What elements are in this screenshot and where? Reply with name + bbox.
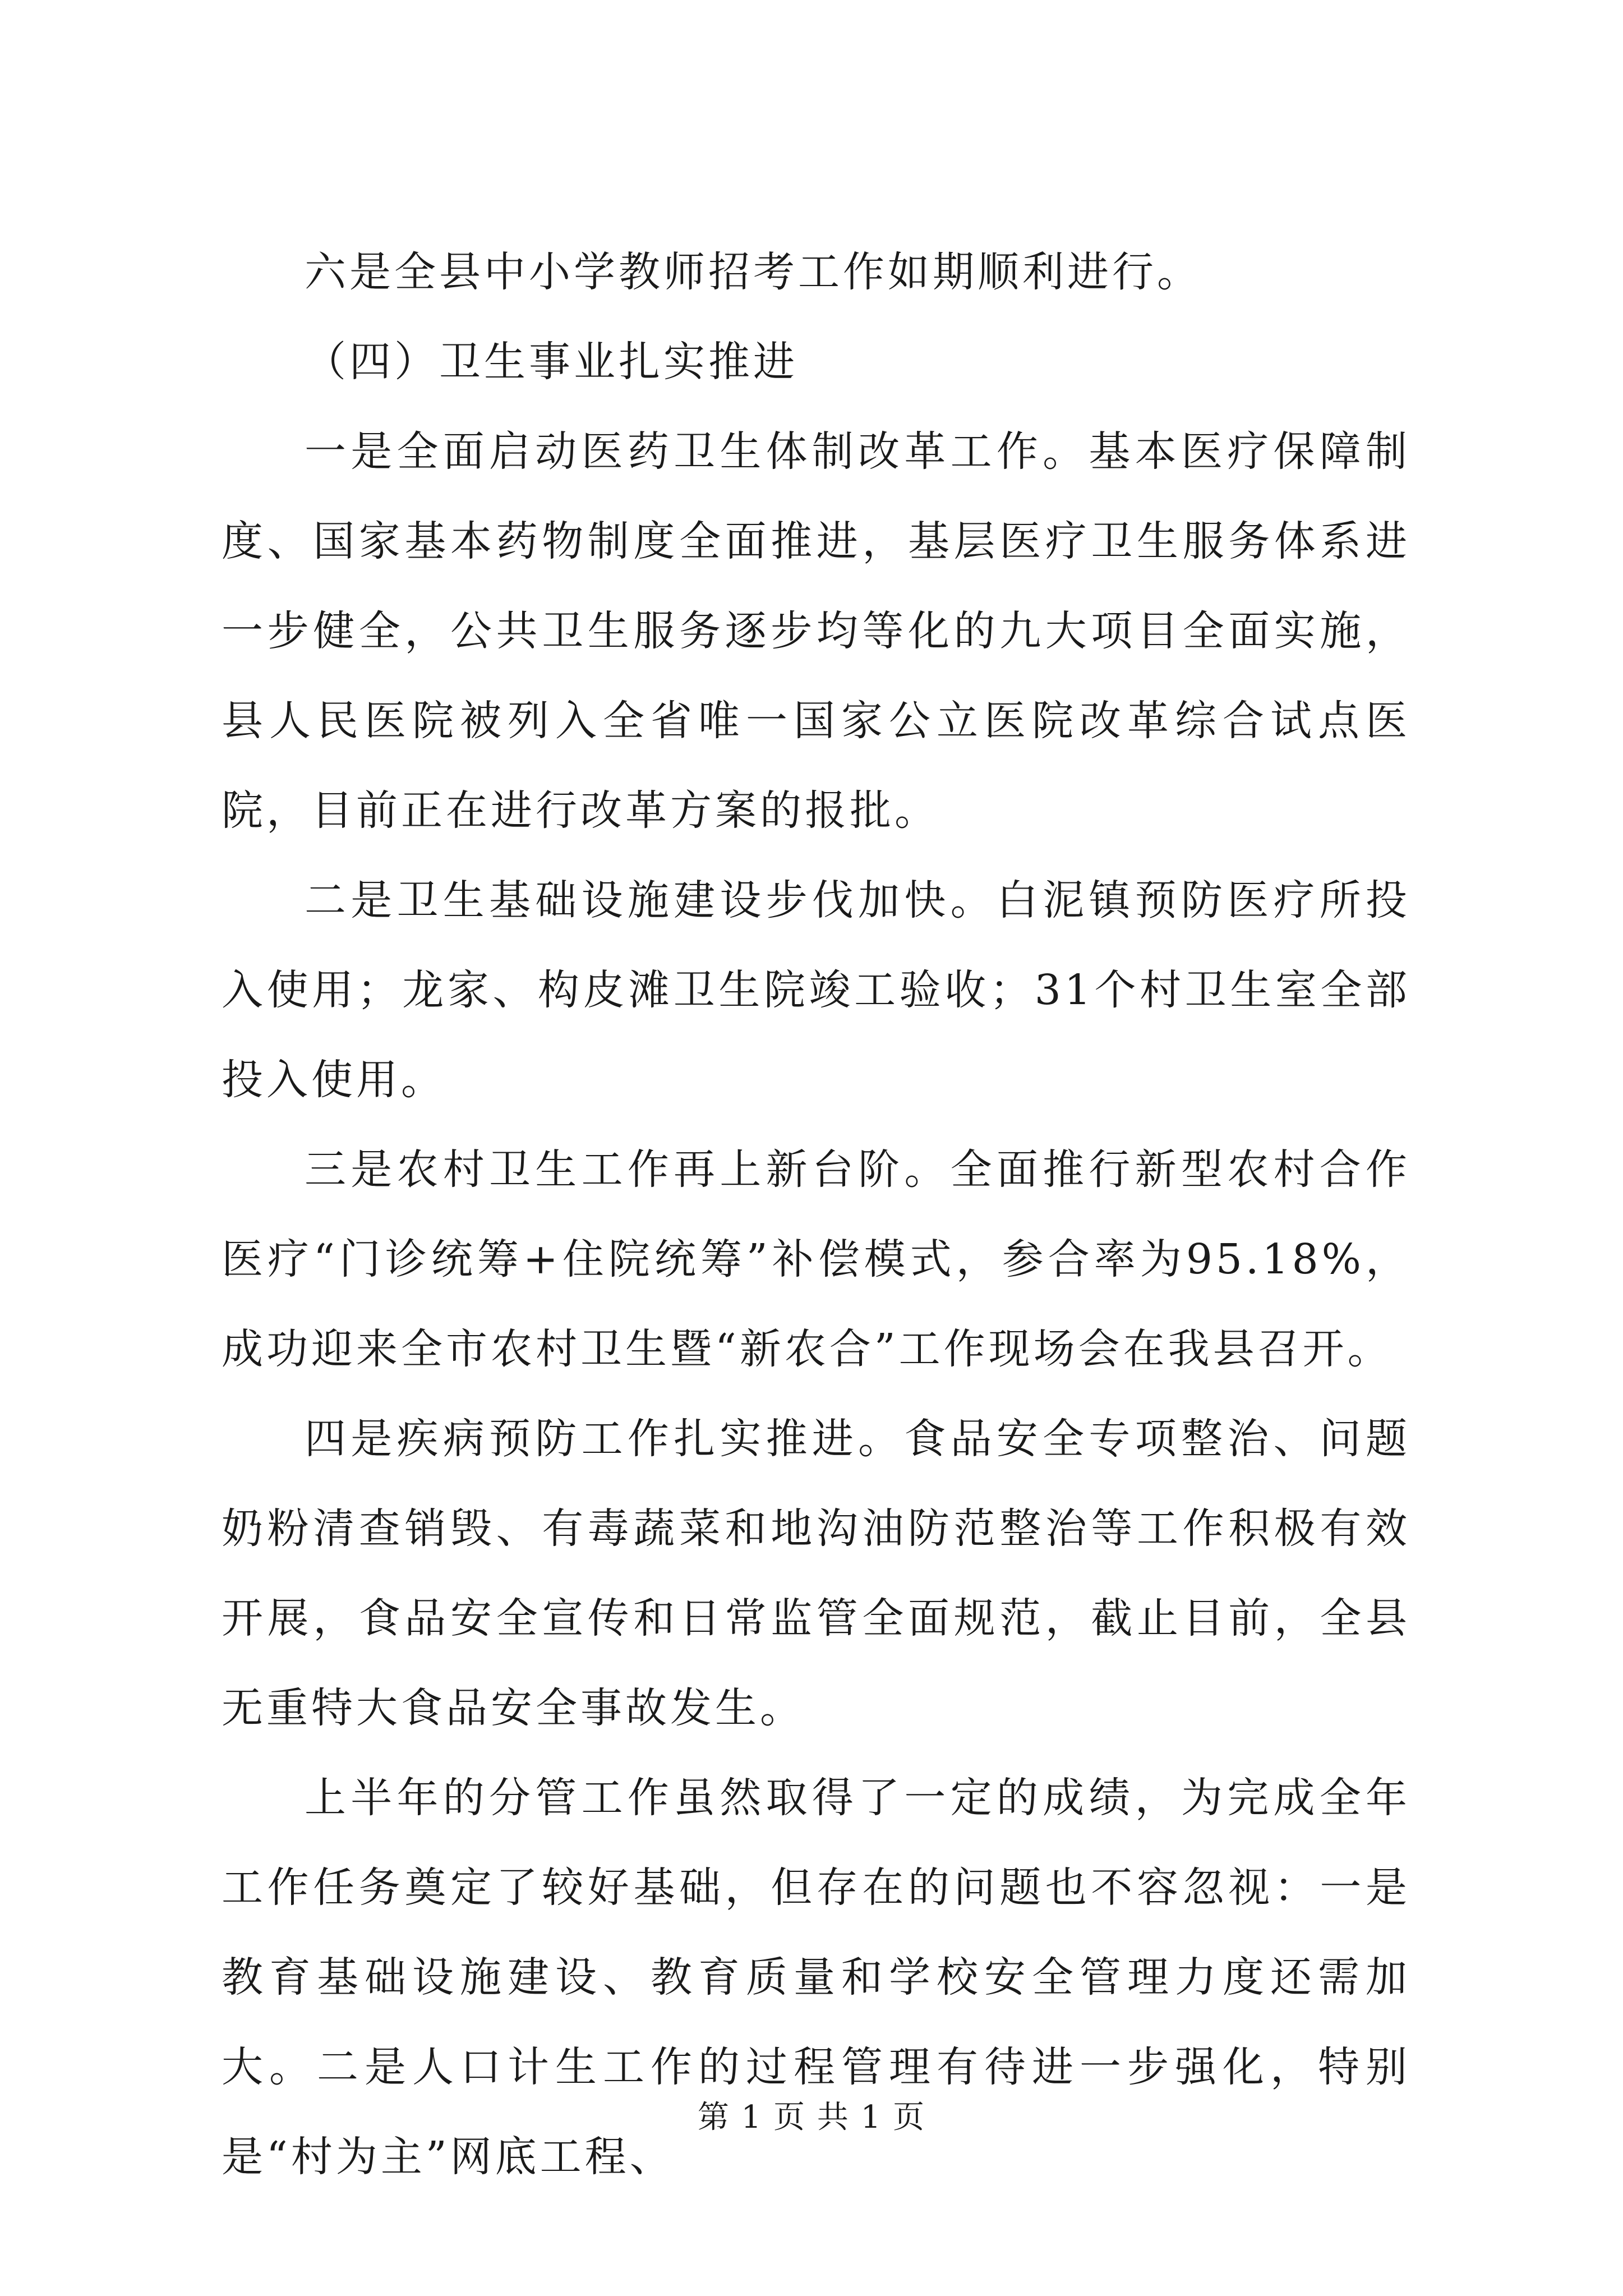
paragraph-medical-reform: 一是全面启动医药卫生体制改革工作。基本医疗保障制度、国家基本药物制度全面推进，基层医疗卫生服务体系进一步健全，公共卫生服务逐步均等化的九大项目全面实施，县人民医院被列入全省唯一国家公立医院改革综合试点医院，目前正在进行改革方案的报批。 bbox=[222, 427, 1410, 835]
section-heading-health: （四）卫生事业扎实推进 bbox=[305, 338, 798, 386]
paragraph-rural-health: 三是农村卫生工作再上新台阶。全面推行新型农村合作医疗“门诊统筹+住院统筹”补偿模式，参合率为95.18%，成功迎来全市农村卫生暨“新农合”工作现场会在我县召开。 bbox=[222, 1145, 1410, 1373]
paragraph-health-infrastructure: 二是卫生基础设施建设步伐加快。白泥镇预防医疗所投入使用；龙家、构皮滩卫生院竣工验收；31个村卫生室全部投入使用。 bbox=[222, 876, 1410, 1104]
paragraph-problems-summary: 上半年的分管工作虽然取得了一定的成绩，为完成全年工作任务奠定了较好基础，但存在的问题也不容忽视：一是教育基础设施建设、教育质量和学校安全管理力度还需加大。二是人口计生工作的过程管理有待进一步强化，特别是“村为主”网底工程、 bbox=[222, 1774, 1410, 2181]
page-footer: 第 1 页 共 1 页 bbox=[697, 2099, 926, 2136]
paragraph-disease-prevention: 四是疾病预防工作扎实推进。食品安全专项整治、问题奶粉清查销毁、有毒蔬菜和地沟油防范整治等工作积极有效开展，食品安全宣传和日常监管全面规范，截止目前，全县无重特大食品安全事故发生。 bbox=[222, 1415, 1410, 1732]
document-body bbox=[222, 227, 1410, 2202]
paragraph-teacher-recruitment: 六是全县中小学教师招考工作如期顺利进行。 bbox=[305, 248, 1202, 296]
